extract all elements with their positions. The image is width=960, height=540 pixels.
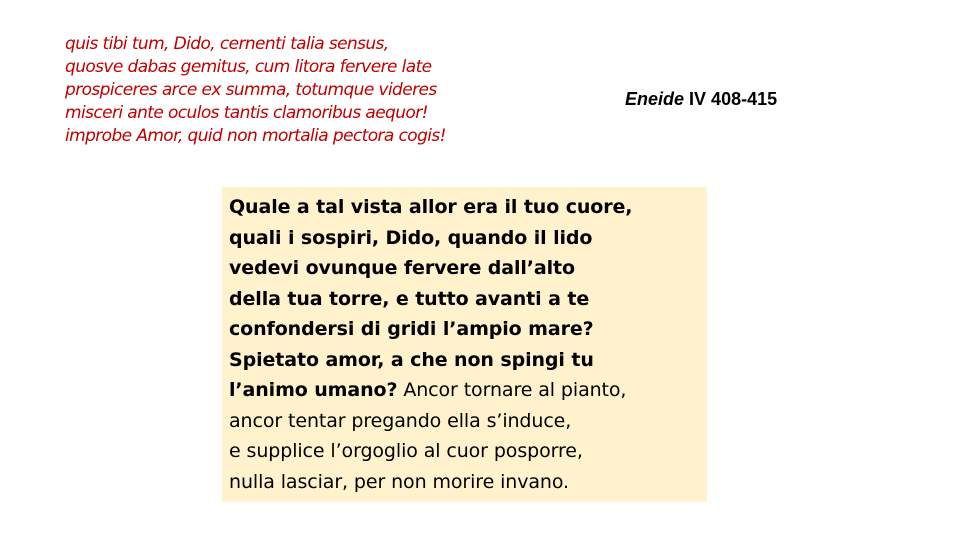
- translation-line-regular-part: Ancor tornare al pianto,: [397, 379, 627, 401]
- citation-reference: IV 408-415: [689, 89, 778, 109]
- citation: [625, 87, 777, 111]
- citation-work-title: Eneide: [625, 89, 685, 109]
- translation-line: quali i sospiri, Dido, quando il lido: [229, 226, 593, 249]
- latin-line: prospiceres arce ex summa, totumque videres: [65, 80, 437, 100]
- translation-line: della tua torre, e tutto avanti a te: [229, 287, 590, 310]
- latin-line: misceri ante oculos tantis clamoribus aequor!: [65, 103, 428, 123]
- latin-line: quis tibi tum, Dido, cernenti talia sensus,: [65, 34, 389, 54]
- italian-translation: [229, 192, 707, 497]
- translation-line-mixed: [229, 375, 707, 406]
- translation-line: nulla lasciar, per non morire invano.: [229, 470, 569, 493]
- latin-text-block: [65, 33, 545, 148]
- latin-line: improbe Amor, quid non mortalia pectora cogis!: [65, 126, 446, 146]
- translation-line: Quale a tal vista allor era il tuo cuore,: [229, 196, 633, 218]
- translation-line: Spietato amor, a che non spingi tu: [229, 348, 594, 371]
- translation-line: ancor tentar pregando ella s’induce,: [229, 409, 572, 432]
- translation-line: e supplice l’orgoglio al cuor posporre,: [229, 440, 583, 462]
- translation-line: vedevi ovunque fervere dall’alto: [229, 257, 575, 279]
- translation-box: [222, 187, 707, 502]
- latin-line: quosve dabas gemitus, cum litora fervere late: [65, 57, 432, 77]
- translation-line-bold-part: l’animo umano?: [229, 379, 398, 401]
- translation-line: confondersi di gridi l’ampio mare?: [229, 318, 594, 340]
